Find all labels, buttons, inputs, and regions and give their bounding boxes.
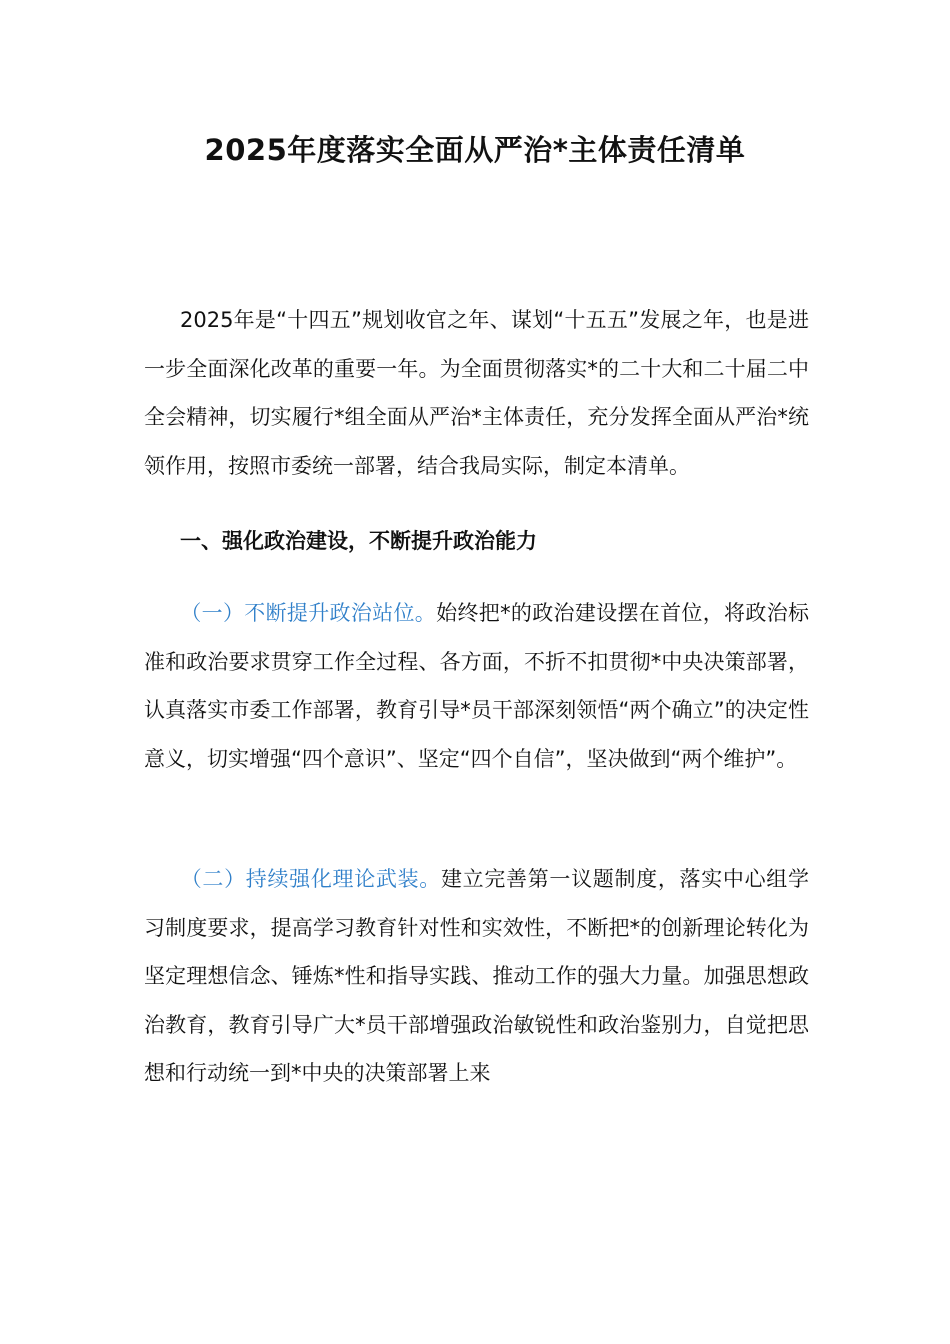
intro-paragraph (144, 296, 809, 490)
section-heading-text: 一、强化政治建设，不断提升政治能力 (180, 529, 537, 553)
intro-text: 2025年是“十四五”规划收官之年、谋划“十五五”发展之年，也是进一步全面深化改革的重要一年。为全面贯彻落实*的二十大和二十届二中全会精神，切实履行*组全面从严治*主体责任，充分发挥全面从严治*统领作用，按照市委统一部署，结合我局实际，制定本清单。 (144, 308, 809, 478)
section-heading (144, 517, 809, 566)
subsection-paragraph (144, 589, 809, 783)
subsection-text: 始终把*的政治建设摆在首位，将政治标准和政治要求贯穿工作全过程、各方面，不折不扣贯彻*中央决策部署，认真落实市委工作部署，教育引导*员干部深刻领悟“两个确立”的决定性意义，切实增强“四个意识”、坚定“四个自信”，坚决做到“两个维护”。 (144, 601, 810, 771)
document-title: 2025年度落实全面从严治*主体责任清单 (204, 133, 746, 167)
subsection-heading: （一）不断提升政治站位。 (180, 601, 437, 625)
subsection-paragraph (144, 855, 809, 1098)
subsection-heading: （二）持续强化理论武装。 (180, 867, 441, 891)
subsection-text: 建立完善第一议题制度，落实中心组学习制度要求，提高学习教育针对性和实效性，不断把*的创新理论转化为坚定理想信念、锤炼*性和指导实践、推动工作的强大力量。加强思想政治教育，教育引导广大*员干部增强政治敏锐性和政治鉴别力，自觉把思想和行动统一到*中央的决策部署上来 (144, 867, 810, 1086)
